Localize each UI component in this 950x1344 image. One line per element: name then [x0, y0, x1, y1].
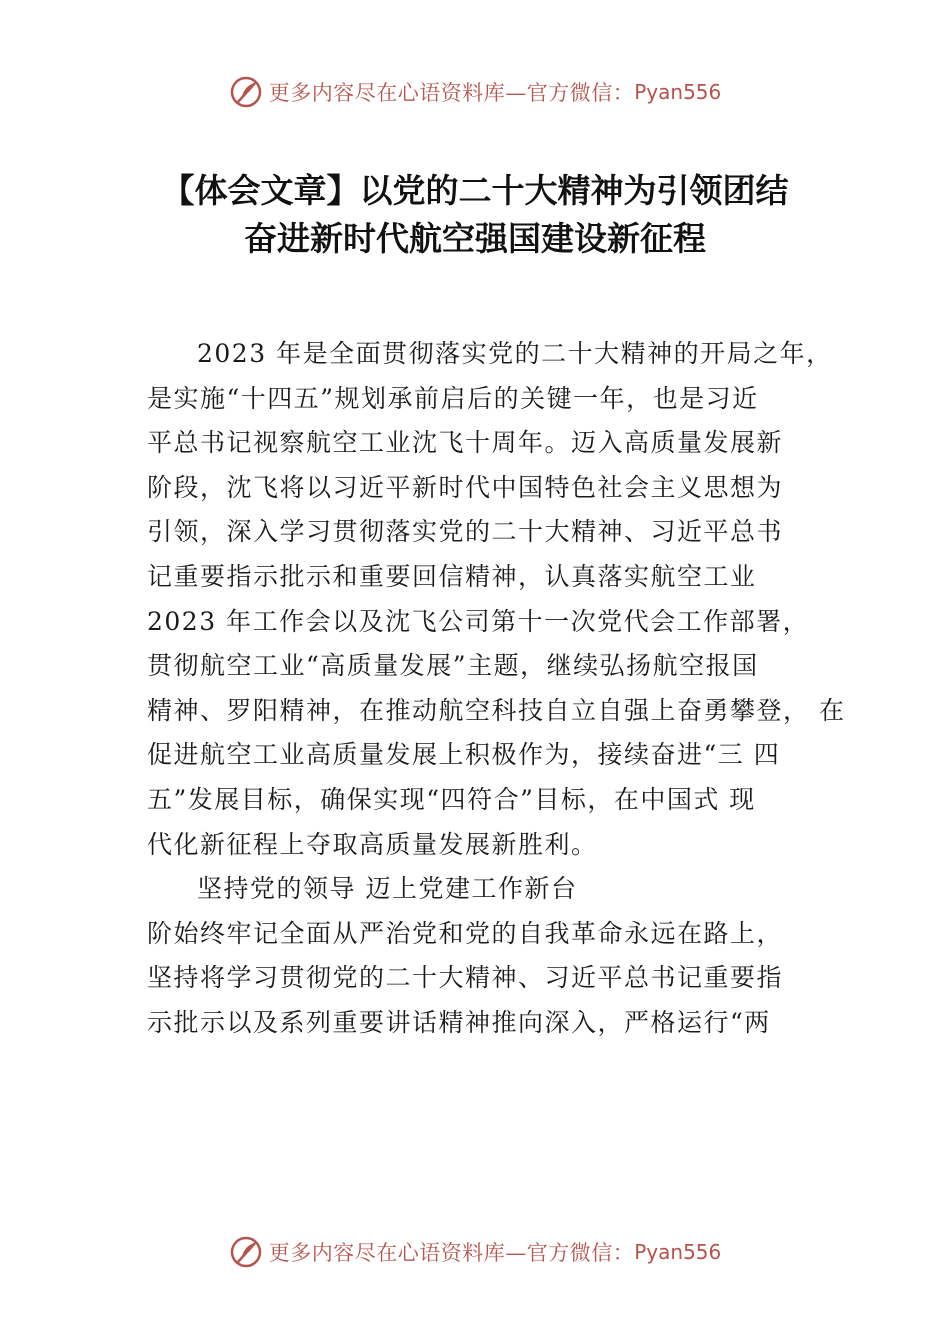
banner-text: 更多内容尽在心语资料库—官方微信： [268, 81, 635, 105]
body-line: 平总书记视察航空工业沈飞十周年。迈入高质量发展新 [147, 428, 784, 458]
wechat-id: Pyan556 [634, 1240, 722, 1264]
header-watermark-banner [0, 70, 950, 114]
title-line-1: 【体会文章】以党的二十大精神为引领团结 [161, 171, 789, 210]
body-line: 引领，深入学习贯彻落实党的二十大精神、习近平总书 [147, 517, 784, 547]
body-line: 阶段，沈飞将以习近平新时代中国特色社会主义思想为 [147, 472, 784, 502]
body-line: 是实施“十四五”规划承前启后的关键一年，也是习近 [147, 383, 759, 413]
body-line: 代化新征程上夺取高质量发展新胜利。 [147, 829, 598, 859]
body-line: 阶始终牢记全面从严治党和党的自我革命永远在路上， [147, 918, 784, 948]
body-line: 记重要指示批示和重要回信精神，认真落实航空工业 [147, 561, 757, 591]
wechat-id: Pyan556 [634, 80, 722, 104]
body-line: 2023 年是全面贯彻落实党的二十大精神的开局之年， [197, 339, 833, 368]
body-line: 示批示以及系列重要讲话精神推向深入，严格运行“两 [147, 1007, 771, 1037]
body-line: 五”发展目标，确保实现“四符合”目标，在中国式 现 [147, 784, 756, 814]
body-line: 贯彻航空工业“高质量发展”主题，继续弘扬航空报国 [147, 651, 759, 681]
quill-logo-icon [229, 75, 263, 109]
body-line: 坚持将学习贯彻党的二十大精神、习近平总书记重要指 [147, 963, 784, 993]
body-line: 促进航空工业高质量发展上积极作为，接续奋进“三 四 [147, 740, 781, 770]
title-line-2: 奋进新时代航空强国建设新征程 [244, 219, 706, 258]
document-title [0, 167, 950, 263]
body-line: 精神、罗阳精神，在推动航空科技自立自强上奋勇攀登， 在 [147, 695, 846, 725]
footer-watermark-banner [0, 1230, 950, 1274]
section-heading: 坚持党的领导 迈上党建工作新台 [197, 874, 578, 904]
quill-logo-icon [229, 1235, 263, 1269]
body-line: 2023 年工作会以及沈飞公司第十一次党代会工作部署， [147, 606, 810, 636]
banner-text: 更多内容尽在心语资料库—官方微信： [268, 1241, 635, 1265]
article-body [147, 332, 846, 1046]
